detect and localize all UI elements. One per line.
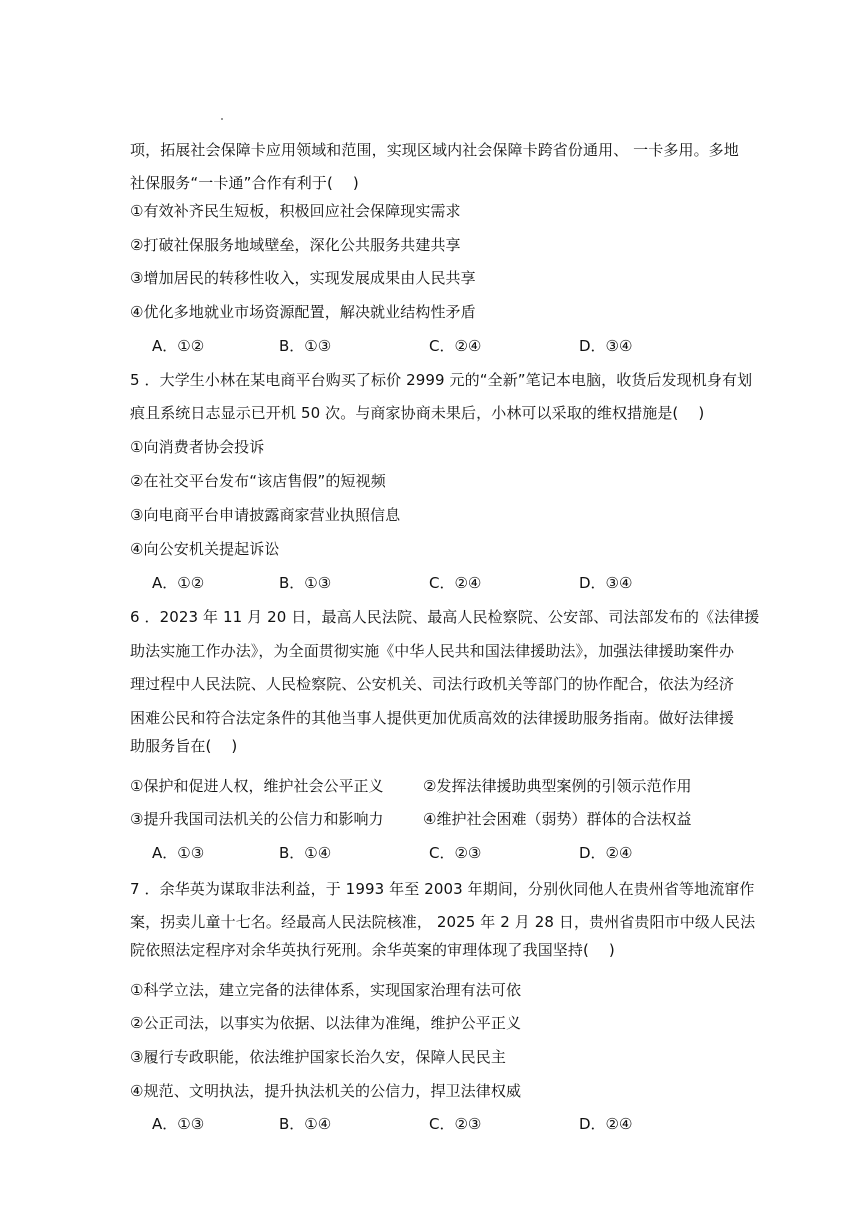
page-mark <box>221 118 223 120</box>
q7-option-d[interactable]: D．②④ <box>579 1115 633 1133</box>
q6-option-a[interactable]: A．①③ <box>152 844 205 862</box>
q6-option-d[interactable]: D．②④ <box>579 844 633 862</box>
q7-options <box>152 1114 712 1134</box>
q5-option-c[interactable]: C．②④ <box>429 574 482 592</box>
q4-options <box>152 336 712 356</box>
q5-item-3: ③向电商平台申请披露商家营业执照信息 <box>130 506 401 524</box>
q6-item-1: ①保护和促进人权，维护社会公平正义 <box>130 777 384 795</box>
q4-item-1: ①有效补齐民生短板，积极回应社会保障现实需求 <box>130 202 461 220</box>
q4-item-2: ②打破社保服务地域壁垒，深化公共服务共建共享 <box>130 236 461 254</box>
q7-item-2: ②公正司法，以事实为依据、以法律为准绳，维护公平正义 <box>130 1014 522 1032</box>
q5-stem-line-1: 5 ．大学生小林在某电商平台购买了标价 2999 元的“全新”笔记本电脑，收货后发现机身有划 <box>130 371 753 389</box>
q7-option-a[interactable]: A．①③ <box>152 1115 205 1133</box>
q7-stem-line-2: 案，拐卖儿童十七名。经最高人民法院核准， 2025 年 2 月 28 日，贵州省贵阳市中级人民法 <box>130 913 756 931</box>
q5-stem-line-2: 痕且系统日志显示已开机 50 次。与商家协商未果后，小林可以采取的维权措施是( ) <box>130 404 705 422</box>
q4-item-3: ③增加居民的转移性收入，实现发展成果由人民共享 <box>130 269 476 287</box>
q6-item-3: ③提升我国司法机关的公信力和影响力 <box>130 810 384 828</box>
q6-items-row-2 <box>130 809 730 829</box>
q4-item-4: ④优化多地就业市场资源配置，解决就业结构性矛盾 <box>130 303 476 321</box>
q4-stem-line-2: 社保服务“一卡通”合作有利于( ) <box>130 174 359 192</box>
q6-items-row-1 <box>130 776 730 796</box>
q5-option-d[interactable]: D．③④ <box>579 574 633 592</box>
q6-stem-line-5: 助服务旨在( ) <box>130 737 238 755</box>
q6-stem-line-1: 6 ．2023 年 11 月 20 日，最高人民法院、最高人民检察院、公安部、司法部发布的《法律援 <box>130 608 760 626</box>
q6-option-b[interactable]: B．①④ <box>279 844 332 862</box>
q7-item-1: ①科学立法，建立完备的法律体系，实现国家治理有法可依 <box>130 981 522 999</box>
q5-options <box>152 573 712 593</box>
q7-item-3: ③履行专政职能，依法维护国家长治久安，保障人民民主 <box>130 1048 506 1066</box>
q7-stem-line-1: 7 ．余华英为谋取非法利益，于 1993 年至 2003 年期间，分别伙同他人在贵州省等地流窜作 <box>130 880 755 898</box>
q7-option-b[interactable]: B．①④ <box>279 1115 332 1133</box>
q7-stem-line-3: 院依照法定程序对余华英执行死刑。余华英案的审理体现了我国坚持( ) <box>130 941 615 959</box>
q5-option-a[interactable]: A．①② <box>152 574 205 592</box>
q6-stem-line-4: 困难公民和符合法定条件的其他当事人提供更加优质高效的法律援助服务指南。做好法律援 <box>130 709 735 727</box>
q6-item-2: ②发挥法律援助典型案例的引领示范作用 <box>423 777 692 795</box>
q6-options <box>152 843 712 863</box>
q6-item-4: ④维护社会困难（弱势）群体的合法权益 <box>423 810 692 828</box>
q6-stem-line-3: 理过程中人民法院、人民检察院、公安机关、司法行政机关等部门的协作配合，依法为经济 <box>130 675 735 693</box>
q7-option-c[interactable]: C．②③ <box>429 1115 482 1133</box>
q5-option-b[interactable]: B．①③ <box>279 574 332 592</box>
q4-option-c[interactable]: C．②④ <box>429 337 482 355</box>
q5-item-1: ①向消费者协会投诉 <box>130 438 265 456</box>
q7-item-4: ④规范、文明执法，提升执法机关的公信力，捍卫法律权威 <box>130 1082 522 1100</box>
q5-item-2: ②在社交平台发布“该店售假”的短视频 <box>130 472 386 490</box>
q4-option-d[interactable]: D．③④ <box>579 337 633 355</box>
q4-stem-line-1: 项，拓展社会保障卡应用领域和范围，实现区域内社会保障卡跨省份通用、 一卡多用。多地 <box>130 141 739 159</box>
q4-option-a[interactable]: A．①② <box>152 337 205 355</box>
q5-item-4: ④向公安机关提起诉讼 <box>130 540 280 558</box>
q6-stem-line-2: 助法实施工作办法》，为全面贯彻实施《中华人民共和国法律援助法》，加强法律援助案件办 <box>130 642 735 660</box>
q4-option-b[interactable]: B．①③ <box>279 337 332 355</box>
q6-option-c[interactable]: C．②③ <box>429 844 482 862</box>
